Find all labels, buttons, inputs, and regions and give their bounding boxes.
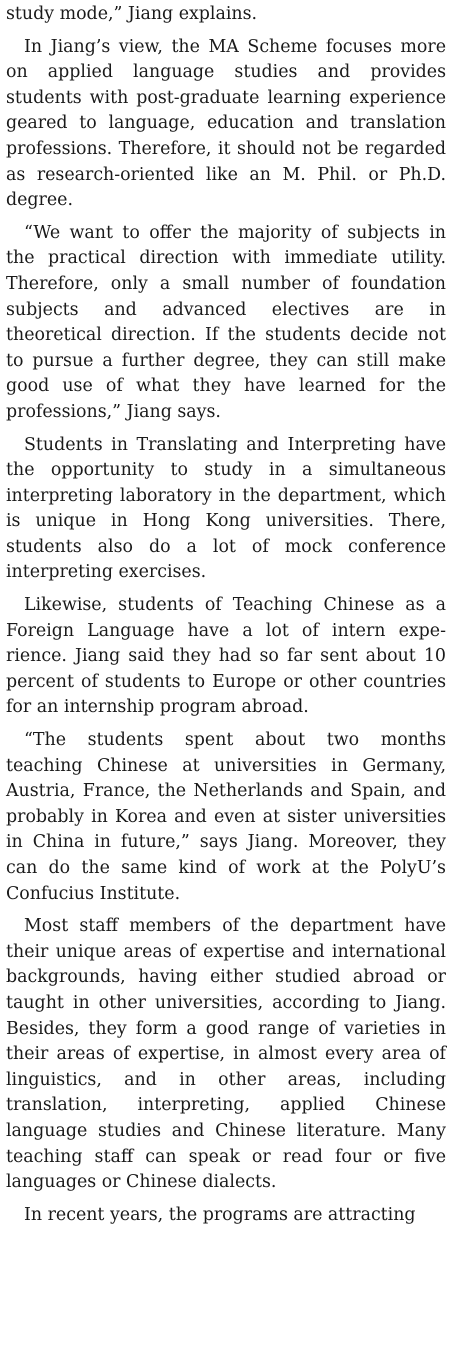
- paragraph-4: Students in Translating and Interpreting have the opportunity to study in a simultaneous interpreting laboratory in the department, which is unique in Hong Kong universities. There, students also do a lot of mock conference interpreting exercises.: [6, 434, 446, 583]
- paragraph-2: In Jiang’s view, the MA Scheme focuses more on applied language studies and provides students with post-graduate learning experience geared to language, education and translation professions. Therefore, it should not be regarded as research-oriented like an M. Phil. or Ph.D. degree.: [6, 36, 446, 211]
- paragraph-3: “We want to offer the majority of subjects in the practical direction with immediate utility. Therefore, only a small number of foundation subjects and advanced electives are in theoretical direction. If the students decide not to pursue a further degree, they can still make good use of what they have learned for the professions,” Jiang says.: [6, 222, 446, 422]
- paragraph-7: Most staff members of the department have their unique areas of expertise and international backgrounds, having either studied abroad or taught in other universities, according to Jiang. Besides, they form a good range of varieties in their areas of expertise, in almost every area of linguistics, and in other areas, including translation, interpreting, applied Chinese language studies and Chinese literature. Many teaching staff can speak or read four or five languages or Chinese dialects.: [6, 916, 446, 1193]
- paragraph-1: study mode,” Jiang explains.: [6, 4, 258, 24]
- paragraph-8: In recent years, the programs are attracting: [24, 1204, 416, 1225]
- paragraph-5: Likewise, students of Teaching Chinese as a Foreign Language have a lot of intern experience. Jiang said they had so far sent about 10 percent of students to Europe or other countries for an internship program abroad.: [6, 595, 446, 718]
- paragraph-6: “The students spent about two months teaching Chinese at universities in Germany, Austria, France, the Netherlands and Spain, and probably in Korea and even at sister universities in China in future,” says Jiang. Moreover, they can do the same kind of work at the PolyU’s Confucius Institute.: [6, 730, 446, 904]
